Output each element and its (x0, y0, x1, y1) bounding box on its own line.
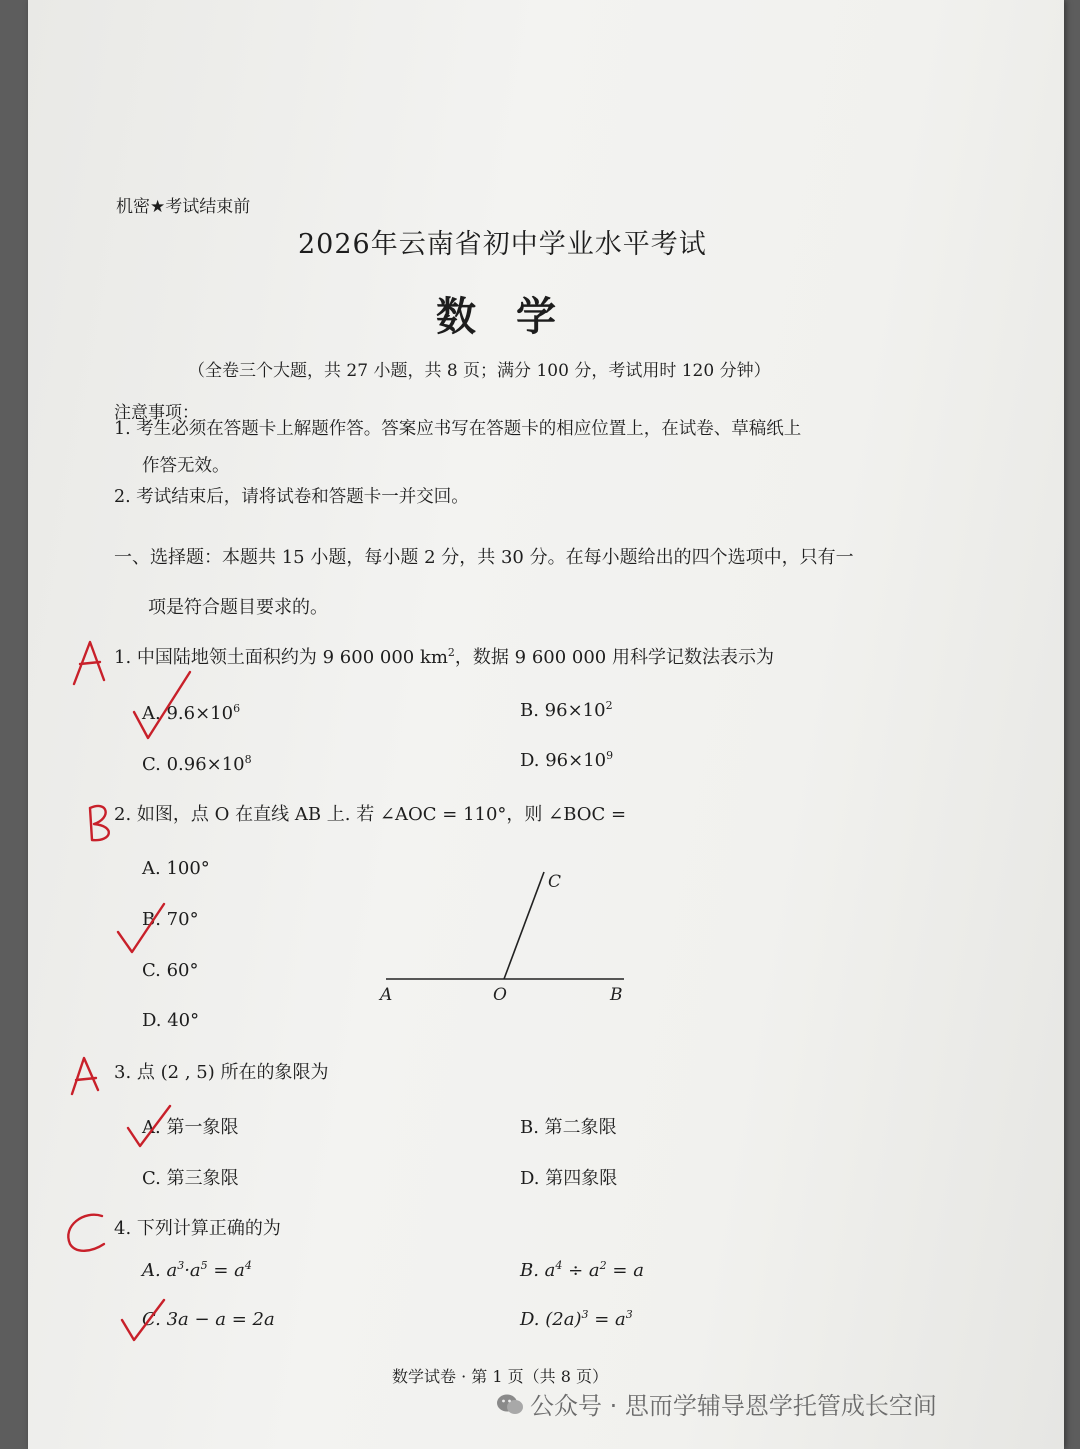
q1-option-b: B. $96\times 10^2$ (520, 699, 613, 721)
q1-checkmark-icon (134, 672, 190, 738)
secret-label: 机密★考试结束前 (116, 197, 251, 217)
question-3-stem: 3. 点 (2 , 5) 所在的象限为 (114, 1062, 329, 1083)
q4-option-b: B. $a^4 \div a^2 = a$ (520, 1259, 644, 1281)
q2-option-a: A. 100° (142, 858, 210, 879)
notice-item-1-cont: 作答无效。 (142, 456, 230, 476)
label-a: A (380, 985, 393, 1005)
q3-checkmark-icon (128, 1106, 170, 1146)
notice-item-1: 1. 考生必须在答题卡上解题作答。答案应书写在答题卡的相应位置上，在试卷、草稿纸上 (114, 419, 802, 439)
q1-answer-letter-icon (74, 642, 104, 684)
section-heading: 一、选择题：本题共 15 小题，每小题 2 分，共 30 分。在每小题给出的四个选项中，只有一 (114, 547, 854, 568)
question-1-stem: 1. 中国陆地领土面积约为 9 600 000 $km^2$，数据 9 600 000 用科学记数法表示为 (114, 646, 774, 668)
page-footer: 数学试卷 · 第 1 页（共 8 页） (392, 1367, 608, 1386)
exam-info: （全卷三个大题，共 27 小题，共 8 页；满分 100 分，考试用时 120 分钟） (188, 361, 771, 381)
q4-answer-letter-icon (68, 1215, 104, 1251)
q3-answer-letter-icon (72, 1058, 98, 1094)
q3-option-d: D. 第四象限 (520, 1168, 618, 1189)
q4-checkmark-icon (122, 1300, 164, 1340)
q3-option-c: C. 第三象限 (142, 1168, 239, 1189)
notice-heading: 注意事项： (114, 403, 199, 423)
watermark-text: 公众号 · 思而学辅导恩学托管成长空间 (530, 1392, 937, 1420)
notice-item-2: 2. 考试结束后，请将试卷和答题卡一并交回。 (114, 487, 469, 507)
q1-option-a: A. $9.6\times 10^6$ (142, 702, 241, 724)
question-2-stem: 2. 如图，点 O 在直线 AB 上. 若 ∠AOC = 110°，则 ∠BOC = (114, 804, 627, 825)
subject-title: 数学 (436, 293, 596, 340)
q2-option-b: B. 70° (142, 909, 199, 930)
q2-answer-letter-icon (90, 806, 109, 840)
wechat-icon (496, 1392, 524, 1416)
q4-option-d: D. $(2a)^3 = a^3$ (520, 1308, 633, 1330)
q3-option-b: B. 第二象限 (520, 1117, 617, 1138)
label-o: O (493, 985, 507, 1005)
q4-option-c: C. 3a − a = 2a (142, 1309, 275, 1330)
q1-option-c: C. $0.96\times 10^8$ (142, 753, 252, 775)
q4-option-a: A. $a^3\cdot a^5 = a^4$ (142, 1259, 252, 1281)
q2-option-c: C. 60° (142, 960, 199, 981)
label-c: C (548, 872, 562, 892)
exam-title: 2026年云南省初中学业水平考试 (298, 229, 707, 260)
q2-option-d: D. 40° (142, 1010, 200, 1031)
q1-option-d: D. $96\times 10^9$ (520, 749, 614, 771)
label-b: B (610, 985, 623, 1005)
question-4-stem: 4. 下列计算正确的为 (114, 1218, 281, 1239)
section-heading-cont: 项是符合题目要求的。 (148, 597, 328, 618)
q3-option-a: A. 第一象限 (142, 1117, 239, 1138)
q2-checkmark-icon (118, 904, 164, 952)
